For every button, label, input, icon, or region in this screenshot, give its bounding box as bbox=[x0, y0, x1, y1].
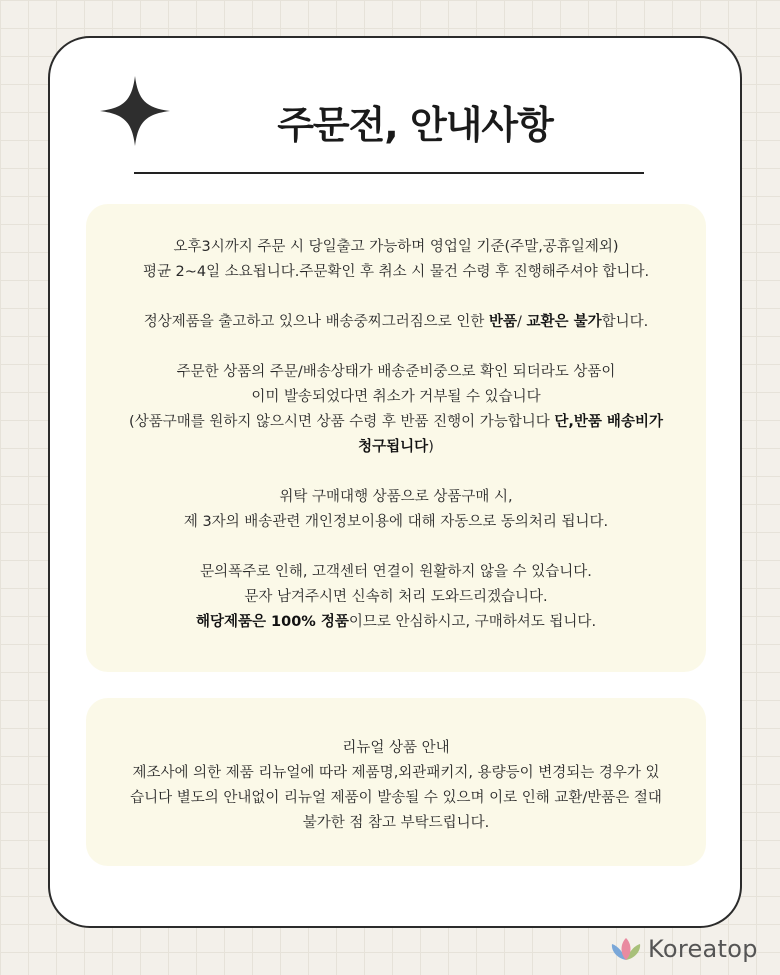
renewal-line: 불가한 점 참고 부탁드립니다. bbox=[302, 815, 490, 831]
bold-text: 교환은 불가 bbox=[526, 314, 602, 330]
notice-line: 오후3시까지 주문 시 당일출고 가능하며 영업일 기준(주말,공휴일제외) bbox=[173, 239, 619, 255]
notice-line: 이미 발송되었다면 취소가 거부될 수 있습니다 bbox=[251, 389, 541, 405]
notice-line: 평균 2~4일 소요됩니다.주문확인 후 취소 시 물건 수령 후 진행해주셔야 합니다. bbox=[142, 264, 650, 280]
notice-line: 제 3자의 배송관련 개인정보이용에 대해 자동으로 동의처리 됩니다. bbox=[183, 514, 609, 530]
notice-line: 문자 남겨주시면 신속히 처리 도와드리겠습니다. bbox=[244, 589, 548, 605]
bold-text: 정품 bbox=[320, 614, 349, 630]
page-title: 주문전, 안내사항 bbox=[277, 103, 553, 147]
notice-line: 해당제품은 100% 정품이므로 안심하시고, 구매하셔도 됩니다. bbox=[195, 614, 597, 630]
notice-line: 청구됩니다) bbox=[358, 439, 434, 455]
renewal-line: 제조사에 의한 제품 리뉴얼에 따라 제품명,외관패키지, 용량등이 변경되는 경우가 있 bbox=[132, 765, 660, 781]
notice-line: 위탁 구매대행 상품으로 상품구매 시, bbox=[279, 489, 513, 505]
renewal-line: 습니다 별도의 안내없이 리뉴얼 제품이 발송될 수 있으며 이로 인해 교환/반품은 절대 bbox=[130, 790, 662, 806]
brand-name: Koreatop bbox=[648, 935, 758, 963]
bold-text: 단,반품 배송비가 bbox=[554, 414, 663, 430]
renewal-heading: 리뉴얼 상품 안내 bbox=[342, 740, 450, 756]
order-notice-box bbox=[86, 204, 706, 672]
notice-paragraph-return bbox=[86, 310, 706, 335]
bold-text: 해당제품은 bbox=[195, 614, 272, 630]
notice-paragraph-privacy bbox=[86, 485, 706, 535]
lotus-icon bbox=[608, 936, 644, 962]
notice-line: (상품구매를 원하지 않으시면 상품 수령 후 반품 진행이 가능합니다 단,반품 배송비가 bbox=[129, 414, 663, 430]
title-divider bbox=[134, 172, 644, 174]
notice-card bbox=[48, 36, 742, 928]
notice-line: 정상제품을 출고하고 있으나 배송중찌그러짐으로 인한 반품/ 교환은 불가합니다. bbox=[143, 314, 649, 330]
notice-line: 문의폭주로 인해, 고객센터 연결이 원활하지 않을 수 있습니다. bbox=[200, 564, 592, 580]
bold-text: 100% bbox=[271, 614, 321, 630]
bold-text: 반품 bbox=[488, 314, 517, 330]
notice-paragraph-contact bbox=[86, 560, 706, 635]
bold-text: 청구됩니다 bbox=[358, 439, 429, 455]
brand-logo bbox=[608, 934, 758, 964]
notice-paragraph-cancel bbox=[86, 360, 706, 460]
notice-line: 주문한 상품의 주문/배송상태가 배송준비중으로 확인 되더라도 상품이 bbox=[176, 364, 616, 380]
notice-paragraph-shipping bbox=[86, 235, 706, 285]
renewal-notice-box bbox=[86, 698, 706, 866]
